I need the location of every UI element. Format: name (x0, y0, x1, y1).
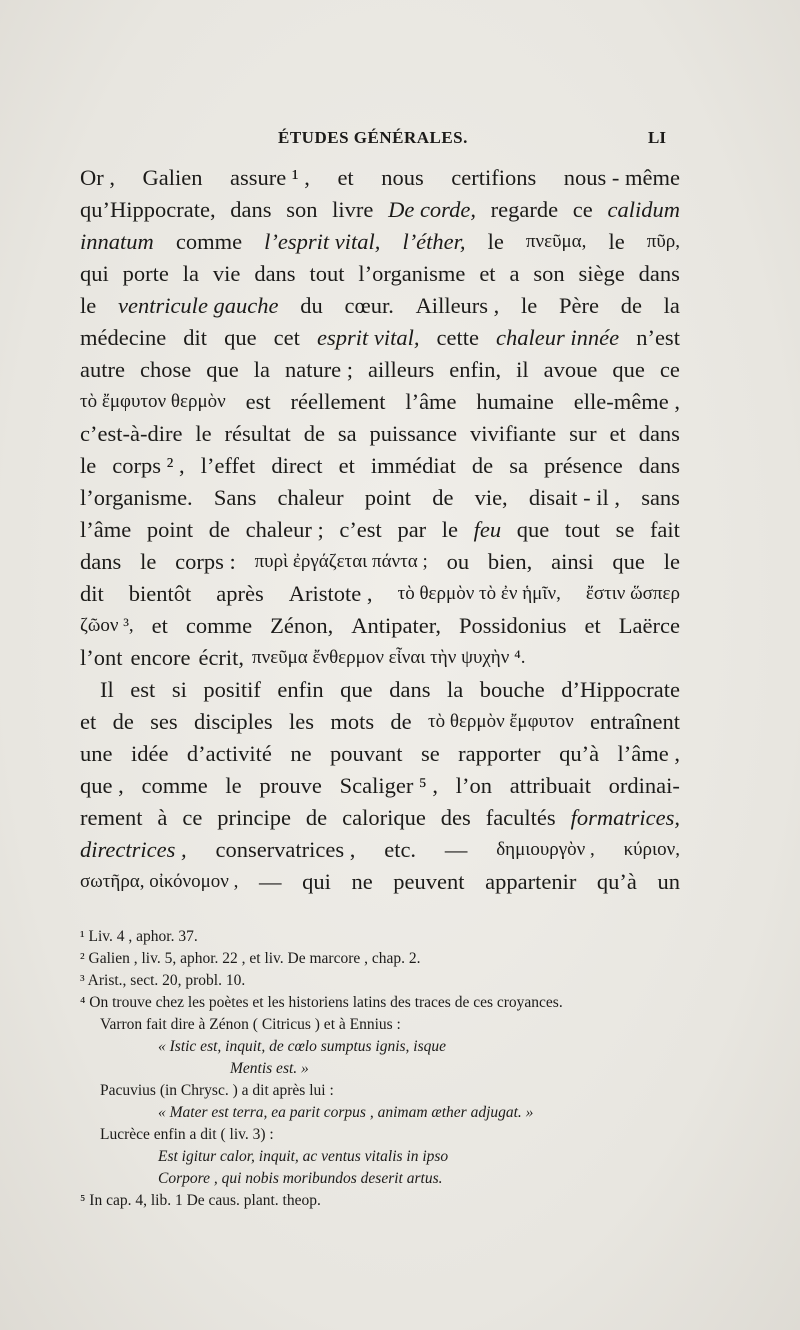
word: qu’à (559, 741, 600, 766)
text-line (80, 162, 680, 194)
word: disciples (193, 709, 273, 734)
word: et (337, 165, 354, 190)
word: sa (337, 421, 357, 446)
word: c’est (339, 517, 382, 542)
word: se (420, 741, 440, 766)
word: que (612, 357, 645, 382)
word: dans (230, 197, 272, 222)
word: la (182, 261, 200, 286)
word: facultés (485, 805, 556, 830)
word: dit (183, 325, 208, 350)
word: tout (564, 517, 600, 542)
varron-quote-line-2: Mentis est. » (230, 1060, 309, 1077)
word: que (224, 325, 257, 350)
word: réellement (290, 389, 386, 414)
word: des (440, 805, 471, 830)
word: comme (141, 773, 208, 798)
word: Galien (142, 165, 203, 190)
word: le (225, 773, 242, 798)
text-line (80, 546, 680, 578)
word: nature ; (284, 357, 354, 382)
word: πνεῦμα ἔνθερμον εἶναι τὴν ψυχὴν ⁴. (252, 647, 526, 668)
page-number: LI (648, 128, 666, 147)
word: appartenir (485, 869, 577, 894)
word: vie (212, 261, 241, 286)
word: le (663, 549, 680, 574)
word: comme (175, 229, 243, 254)
text-line (80, 578, 680, 610)
word: κύριον, (623, 839, 680, 860)
word: Scaliger ⁵ , (339, 773, 439, 798)
text-line (80, 290, 680, 322)
word: ne (290, 741, 312, 766)
word: le (80, 293, 97, 318)
word: corps : (175, 549, 236, 574)
text-line (80, 258, 680, 290)
word: l’organisme (358, 261, 466, 286)
text-line (80, 610, 680, 642)
word: n’est (636, 325, 680, 350)
word: avoue (543, 357, 598, 382)
word: résultat (224, 421, 291, 446)
text-line (80, 770, 680, 802)
word: τὸ ἔμφυτον θερμὸν (80, 391, 226, 412)
varron-quote-line-1: « Istic est, inquit, de cœlo sumptus ignis, isque (158, 1038, 447, 1055)
word: pouvant (330, 741, 403, 766)
footnote-5: ⁵ In cap. 4, lib. 1 De caus. plant. theop. (80, 1192, 321, 1209)
word: présence (544, 453, 623, 478)
word: chaleur (277, 485, 344, 510)
word: Il (100, 677, 114, 702)
word: et (151, 613, 168, 638)
text-line (80, 706, 680, 738)
text-line (80, 866, 680, 898)
word: enfin (277, 677, 324, 702)
word: le (140, 549, 157, 574)
word: il (516, 357, 529, 382)
word: et (338, 453, 355, 478)
word: a (509, 261, 520, 286)
word: l’ont (80, 645, 123, 670)
word: le (521, 293, 538, 318)
word: porte (122, 261, 169, 286)
word: du (300, 293, 323, 318)
word: disait - il , (528, 485, 621, 510)
word: rapporter (458, 741, 541, 766)
word: et (609, 421, 626, 446)
word: le (608, 229, 625, 254)
word: dans (80, 549, 122, 574)
lucrece-quote-line-1: Est igitur calor, inquit, ac ventus vitalis in ipso (158, 1148, 449, 1165)
word: fait (649, 517, 680, 542)
word: le (195, 421, 212, 446)
word: ζῶον ³, (80, 615, 134, 636)
text-line (80, 226, 680, 258)
text-line (80, 802, 680, 834)
word: qu’à (596, 869, 637, 894)
word: Or , (80, 165, 115, 190)
word: cette (436, 325, 479, 350)
word: dans (638, 261, 680, 286)
word: σωτῆρα, οἰκόνομον , (80, 871, 239, 892)
word: enfin, (449, 357, 502, 382)
text-line (80, 354, 680, 386)
word: encore (130, 645, 191, 670)
word: ordinai- (608, 773, 680, 798)
text-line (80, 642, 680, 674)
text-line (80, 482, 680, 514)
word: corps ² , (112, 453, 185, 478)
word: de (303, 421, 325, 446)
word: de (390, 709, 412, 734)
word: πνεῦμα, (525, 231, 587, 252)
word: l’esprit vital, (264, 229, 381, 254)
word: nous (381, 165, 424, 190)
word: formatrices, (570, 805, 680, 830)
word: comme (185, 613, 253, 638)
word: puissance (369, 421, 458, 446)
word: est (245, 389, 271, 414)
footnote-3: ³ Arist., sect. 20, probl. 10. (80, 972, 246, 989)
word: bouche (479, 677, 545, 702)
word: un (657, 869, 680, 894)
word: son (533, 261, 565, 286)
word: certifions (451, 165, 537, 190)
page-header (0, 128, 800, 154)
word: l’on (455, 773, 492, 798)
word: est (130, 677, 156, 702)
word: le (487, 229, 504, 254)
word: une (80, 741, 113, 766)
word: directrices , (80, 837, 187, 862)
word: que (340, 677, 373, 702)
word: ses (150, 709, 178, 734)
word: l’âme , (617, 741, 680, 766)
pacuvius-intro: Pacuvius (in Chrysc. ) a dit après lui : (100, 1082, 334, 1099)
word: le (441, 517, 459, 542)
word: ailleurs (368, 357, 435, 382)
text-line (80, 674, 680, 706)
word: Ailleurs , (415, 293, 500, 318)
word: et (584, 613, 601, 638)
text-line (80, 386, 680, 418)
word: πυρὶ ἐργάζεται πάντα ; (254, 551, 428, 572)
word: chose (139, 357, 192, 382)
word: Père (559, 293, 599, 318)
body-text (80, 162, 680, 898)
word: si (171, 677, 187, 702)
word: la (446, 677, 464, 702)
word: innatum (80, 229, 154, 254)
word: assure ¹ , (230, 165, 310, 190)
word: — (259, 869, 282, 894)
word: cœur. (344, 293, 394, 318)
word: rement (80, 805, 143, 830)
word: Antipater, (351, 613, 441, 638)
word: de (305, 805, 328, 830)
footnote-4: ⁴ On trouve chez les poètes et les historiens latins des traces de ces croyances. (80, 994, 563, 1011)
word: ainsi (551, 549, 594, 574)
word: ce (659, 357, 680, 382)
word: elle-même , (573, 389, 680, 414)
word: ou (446, 549, 470, 574)
footnote-2: ² Galien , liv. 5, aphor. 22 , et liv. De marcore , chap. 2. (80, 950, 421, 967)
word: d’activité (186, 741, 272, 766)
word: Zénon, (270, 613, 334, 638)
text-line (80, 418, 680, 450)
word: ne (351, 869, 373, 894)
word: principe (217, 805, 291, 830)
word: chaleur innée (496, 325, 620, 350)
word: sa (509, 453, 528, 478)
word: sans (641, 485, 680, 510)
word: l’effet (200, 453, 256, 478)
word: qui (80, 261, 109, 286)
word: c’est-à-dire (80, 421, 183, 446)
varron-intro: Varron fait dire à Zénon ( Citricus ) et à Ennius : (100, 1016, 401, 1033)
word: vivifiante (469, 421, 557, 446)
text-line (80, 834, 680, 866)
word: l’âme (80, 517, 132, 542)
word: ce (572, 197, 593, 222)
text-line (80, 450, 680, 482)
word: l’organisme. (80, 485, 193, 510)
word: siège (578, 261, 625, 286)
word: Laërce (618, 613, 680, 638)
word: calidum (607, 197, 680, 222)
word: après (216, 581, 264, 606)
word: point (146, 517, 194, 542)
word: et (479, 261, 496, 286)
word: ce (182, 805, 203, 830)
text-line (80, 194, 680, 226)
pacuvius-quote: « Mater est terra, ea parit corpus , animam æther adjugat. » (158, 1104, 534, 1121)
word: bientôt (128, 581, 192, 606)
word: chaleur ; (245, 517, 324, 542)
word: la (253, 357, 270, 382)
word: δημιουργὸν , (496, 839, 595, 860)
word: par (397, 517, 427, 542)
word: ventricule gauche (117, 293, 279, 318)
word: bien, (487, 549, 533, 574)
word: point (364, 485, 412, 510)
word: idée (130, 741, 169, 766)
text-line (80, 738, 680, 770)
word: peuvent (393, 869, 465, 894)
lucrece-quote-line-2: Corpore , qui nobis moribundos deserit artus. (158, 1170, 443, 1187)
word: tout (309, 261, 345, 286)
word: de (471, 453, 494, 478)
word: sur (569, 421, 597, 446)
word: dans (638, 421, 680, 446)
word: qui (302, 869, 331, 894)
word: se (615, 517, 635, 542)
word: nous - même (563, 165, 680, 190)
word: le (80, 453, 97, 478)
word: dans (254, 261, 296, 286)
word: dans (389, 677, 431, 702)
word: de (208, 517, 230, 542)
word: regarde (490, 197, 559, 222)
word: τὸ θερμὸν τὸ ἐν ἡμῖν, (397, 583, 561, 604)
word: que (206, 357, 239, 382)
word: — (444, 837, 468, 862)
word: écrit, (198, 645, 245, 670)
word: l’âme (405, 389, 457, 414)
word: Sans (213, 485, 257, 510)
word: l’éther, (402, 229, 466, 254)
word: ἔστιν ὥσπερ (585, 583, 680, 604)
word: conservatrices , (215, 837, 356, 862)
word: son (286, 197, 318, 222)
word: médecine (80, 325, 167, 350)
word: cet (273, 325, 300, 350)
word: etc. (384, 837, 417, 862)
word: attribuait (509, 773, 591, 798)
text-line (80, 514, 680, 546)
word: vie, (474, 485, 508, 510)
word: dit (80, 581, 104, 606)
word: de (620, 293, 642, 318)
word: livre (332, 197, 374, 222)
word: d’Hippocrate (561, 677, 680, 702)
word: positif (203, 677, 261, 702)
footnotes (80, 926, 680, 1212)
word: autre (80, 357, 125, 382)
word: esprit vital, (316, 325, 420, 350)
word: que (516, 517, 550, 542)
word: que (612, 549, 645, 574)
word: mots (330, 709, 375, 734)
word: qu’Hippocrate, (80, 197, 216, 222)
word: τὸ θερμὸν ἔμφυτον (427, 711, 574, 732)
word: immédiat (370, 453, 456, 478)
word: feu (473, 517, 502, 542)
word: dans (638, 453, 680, 478)
word: et (80, 709, 97, 734)
word: la (663, 293, 680, 318)
word: direct (271, 453, 323, 478)
text-line (80, 322, 680, 354)
word: entraînent (590, 709, 680, 734)
word: Possidonius (458, 613, 567, 638)
word: que , (80, 773, 124, 798)
word: De corde, (388, 197, 476, 222)
word: de (432, 485, 454, 510)
word: les (289, 709, 314, 734)
word: de (112, 709, 134, 734)
word: calorique (342, 805, 426, 830)
word: prouve (259, 773, 322, 798)
word: πῦρ, (646, 231, 680, 252)
running-title: ÉTUDES GÉNÉRALES. (278, 128, 468, 147)
word: Aristote , (288, 581, 373, 606)
word: à (157, 805, 168, 830)
lucrece-intro: Lucrèce enfin a dit ( liv. 3) : (100, 1126, 274, 1143)
footnote-1: ¹ Liv. 4 , aphor. 37. (80, 928, 198, 945)
word: humaine (476, 389, 554, 414)
